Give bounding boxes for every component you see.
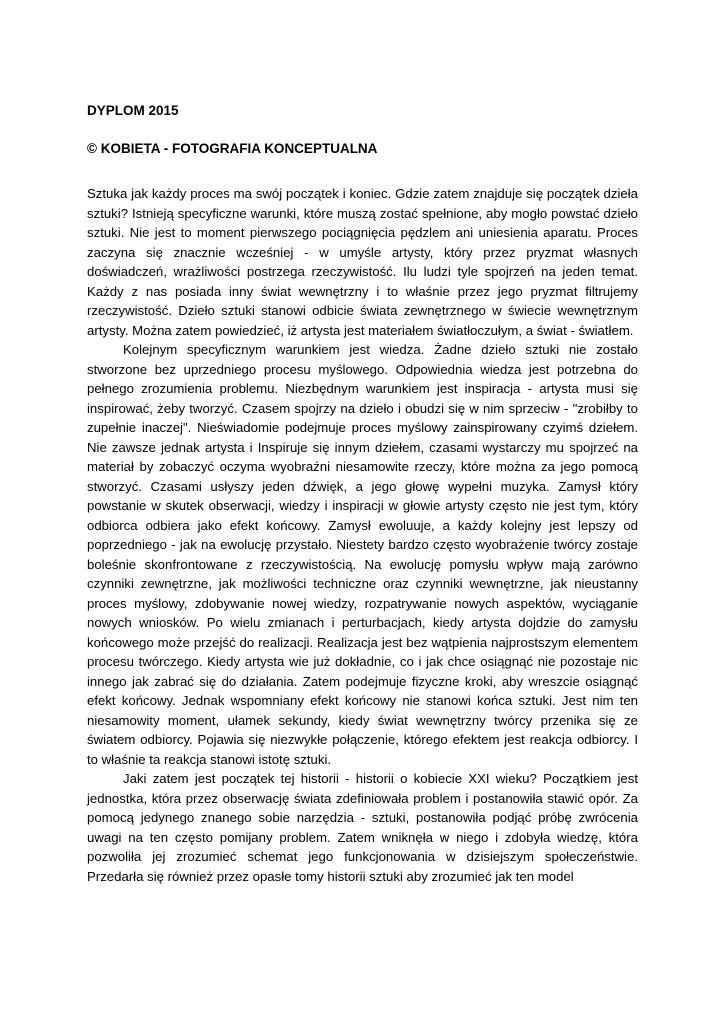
document-subtitle: © KOBIETA - FOTOGRAFIA KONCEPTUALNA <box>87 141 378 156</box>
document-body <box>87 184 638 886</box>
document-page <box>87 96 638 886</box>
paragraph-3: Jaki zatem jest początek tej historii - historii o kobiecie XXI wieku? Początkiem jest jednostka, która przez obserwację świata zdefiniowała problem i postanowiła stawić opór. Za pomocą jedynego znanego sobie narzędzia - sztuki, postanowiła podjąć próbę zwrócenia uwagi na ten często pomijany problem. Zatem wniknęła w niego i zdobyła wiedzę, która pozwoliła jej zrozumieć schemat jego funkcjonowania w dzisiejszym społeczeństwie. Przedarła się również przez opasłe tomy historii sztuki aby zrozumieć jak ten model <box>87 771 638 884</box>
paragraph-1: Sztuka jak każdy proces ma swój początek i koniec. Gdzie zatem znajduje się początek dzieła sztuki? Istnieją specyficzne warunki, które muszą zostać spełnione, aby mogło powstać dzieło sztuki. Nie jest to moment pierwszego pociągnięcia pędzlem ani uniesienia aparatu. Proces zaczyna się znacznie wcześniej - w umyśle artysty, który przez pryzmat własnych doświadczeń, wrażliwości postrzega rzeczywistość. Ilu ludzi tyle spojrzeń na jeden temat. Każdy z nas posiada inny świat wewnętrzny i to właśnie przez jego pryzmat filtrujemy rzeczywistość. Dzieło sztuki stanowi odbicie świata zewnętrznego w świecie wewnętrznym artysty. Można zatem powiedzieć, iż artysta jest materiałem światłoczułym, a świat - światłem. <box>87 186 638 338</box>
document-title: DYPLOM 2015 <box>87 103 179 118</box>
paragraph-2: Kolejnym specyficznym warunkiem jest wiedza. Żadne dzieło sztuki nie zostało stworzone bez uprzedniego procesu myślowego. Odpowiednia wiedza jest potrzebna do pełnego zrozumienia problemu. Niezbędnym warunkiem jest inspiracja - artysta musi się inspirować, żeby tworzyć. Czasem spojrzy na dzieło i obudzi się w nim sprzeciw - "zrobiłby to zupełnie inaczej". Nieświadomie podejmuje proces myślowy zainspirowany czyimś dziełem. Nie zawsze jednak artysta i Inspiruje się innym dziełem, czasami wystarczy mu spojrzeć na materiał by zobaczyć oczyma wyobraźni niesamowite rzeczy, które można za jego pomocą stworzyć. Czasami usłyszy jeden dźwięk, a jego głowę wypełni muzyka. Zamysł który powstanie w skutek obserwacji, wiedzy i inspiracji w głowie artysty często nie jest tym, który odbiorca odbiera jako efekt końcowy. Zamysł ewoluuje, a każdy kolejny jest lepszy od poprzedniego - jak na ewolucję przystało. Niestety bardzo często wyobrażenie twórcy zostaje boleśnie skonfrontowane z rzeczywistością. Na ewolucję pomysłu wpływ mają zarówno czynniki zewnętrzne, jak możliwości techniczne oraz czynniki wewnętrzne, jak nieustanny proces myślowy, zdobywanie nowej wiedzy, rozpatrywanie nowych aspektów, wyciąganie nowych wniosków. Po wielu zmianach i perturbacjach, kiedy artysta dojdzie do zamysłu końcowego może przejść do realizacji. Realizacja jest bez wątpienia najprostszym elementem procesu twórczego. Kiedy artysta wie już dokładnie, co i jak chce osiągnąć nie pozostaje nic innego jak zabrać się do działania. Zatem podejmuje fizyczne kroki, aby wreszcie osiągnąć efekt końcowy. Jednak wspomniany efekt końcowy nie stanowi końca sztuki. Jest nim ten niesamowity moment, ułamek sekundy, kiedy świat wewnętrzny twórcy przenika się ze światem odbiorcy. Pojawia się niezwykłe połączenie, którego efektem jest reakcja odbiorcy. I to właśnie ta reakcja stanowi istotę sztuki. <box>87 342 638 767</box>
